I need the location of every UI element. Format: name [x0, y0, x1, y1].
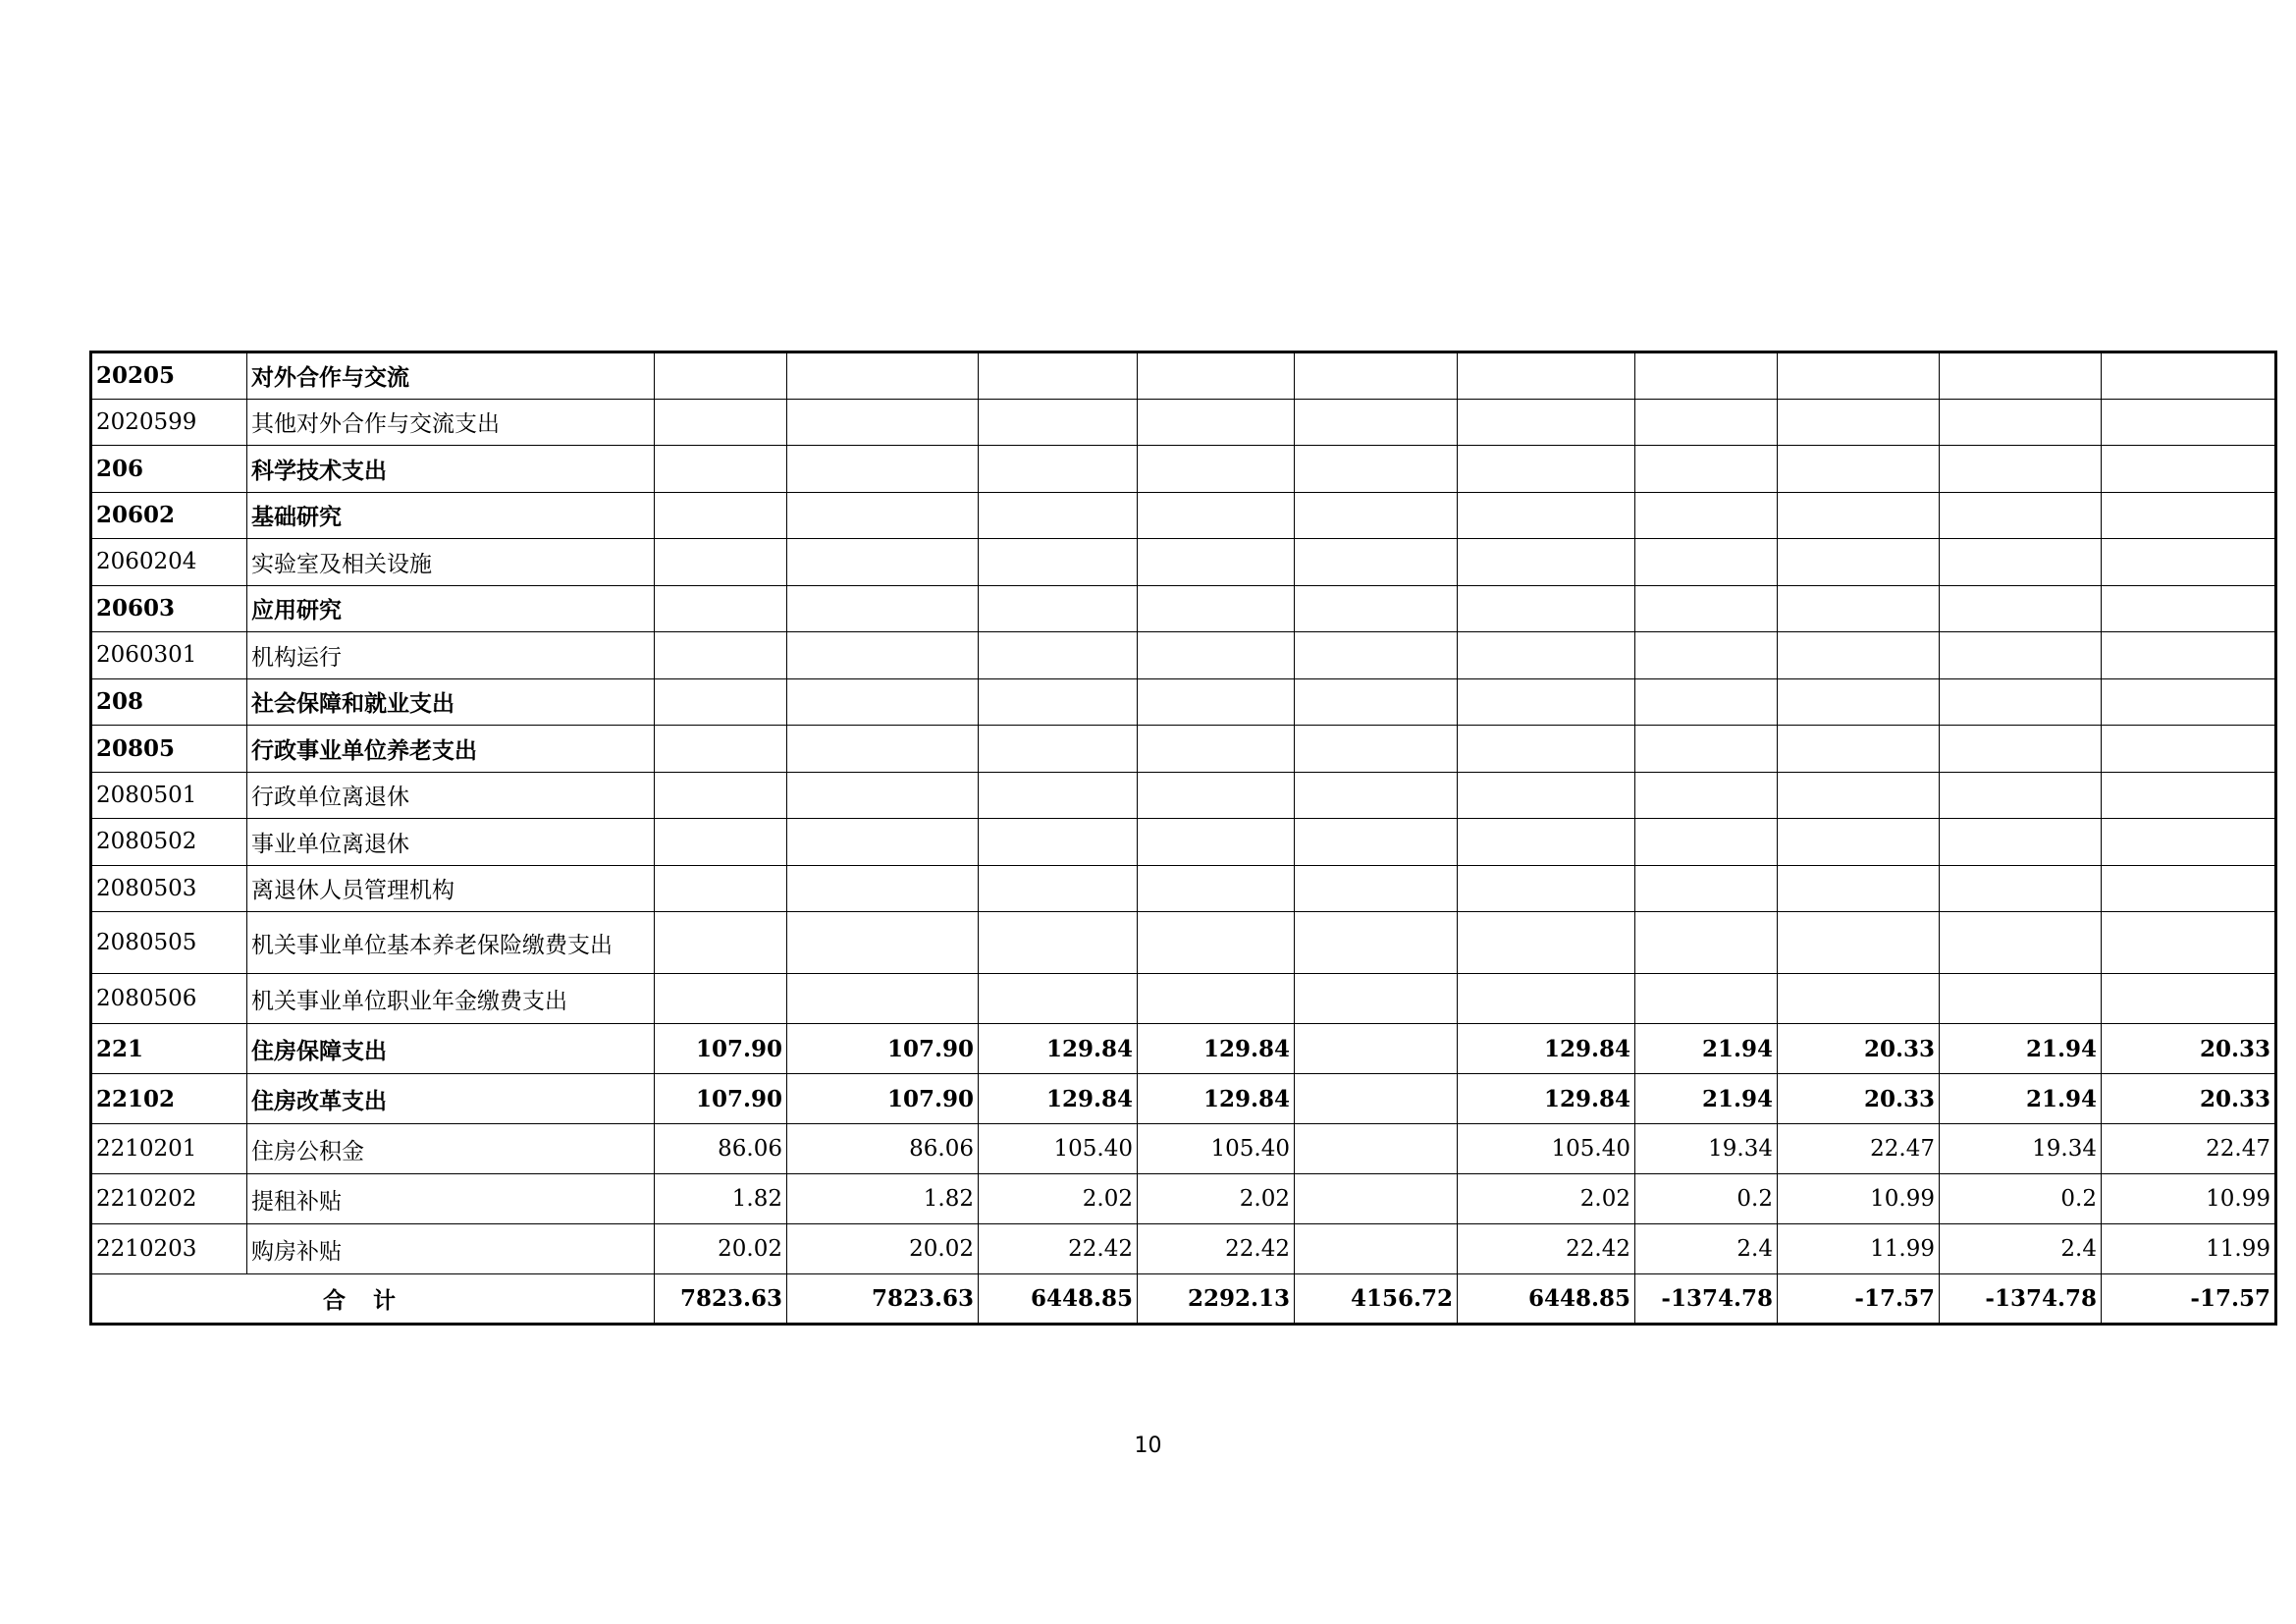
table-row — [91, 492, 2276, 539]
value-cell — [655, 912, 787, 974]
value-cell — [1295, 1224, 1458, 1274]
value-cell — [1635, 352, 1778, 400]
value-cell: 129.84 — [1138, 1074, 1295, 1124]
table-row — [91, 539, 2276, 586]
value-cell — [1635, 446, 1778, 493]
value-cell — [1138, 352, 1295, 400]
value-cell — [1138, 865, 1295, 912]
value-cell — [1778, 632, 1940, 679]
value-cell — [1940, 772, 2102, 819]
value-cell: 20.33 — [2102, 1024, 2276, 1074]
value-cell — [1295, 772, 1458, 819]
value-cell: 86.06 — [787, 1124, 979, 1174]
value-cell — [1940, 678, 2102, 726]
subject-code: 2080503 — [91, 865, 247, 912]
value-cell — [1295, 726, 1458, 773]
subject-code: 2080506 — [91, 974, 247, 1024]
value-cell — [1138, 585, 1295, 632]
value-cell: 20.33 — [1778, 1074, 1940, 1124]
subject-name: 科学技术支出 — [247, 446, 655, 493]
value-cell — [1940, 399, 2102, 446]
value-cell: 105.40 — [1458, 1124, 1635, 1174]
value-cell — [2102, 819, 2276, 866]
value-cell — [1940, 446, 2102, 493]
table-row — [91, 819, 2276, 866]
value-cell: 22.42 — [979, 1224, 1138, 1274]
value-cell — [2102, 352, 2276, 400]
subject-code: 2210201 — [91, 1124, 247, 1174]
value-cell — [1458, 539, 1635, 586]
total-value-cell: 6448.85 — [979, 1274, 1138, 1325]
subject-code: 208 — [91, 678, 247, 726]
value-cell: 107.90 — [655, 1024, 787, 1074]
value-cell — [979, 352, 1138, 400]
value-cell — [1458, 446, 1635, 493]
table-row — [91, 1124, 2276, 1174]
subject-code: 20602 — [91, 492, 247, 539]
value-cell — [979, 585, 1138, 632]
value-cell — [1295, 1174, 1458, 1224]
value-cell — [1138, 772, 1295, 819]
value-cell: 107.90 — [787, 1074, 979, 1124]
value-cell: 105.40 — [1138, 1124, 1295, 1174]
value-cell — [1138, 974, 1295, 1024]
value-cell — [2102, 492, 2276, 539]
subject-name: 离退休人员管理机构 — [247, 865, 655, 912]
subject-name: 住房保障支出 — [247, 1024, 655, 1074]
value-cell: 22.47 — [1778, 1124, 1940, 1174]
table-row — [91, 726, 2276, 773]
table-row — [91, 772, 2276, 819]
value-cell — [979, 726, 1138, 773]
value-cell — [1295, 678, 1458, 726]
value-cell — [1458, 399, 1635, 446]
value-cell — [787, 585, 979, 632]
table-row — [91, 1224, 2276, 1274]
table-row — [91, 446, 2276, 493]
value-cell — [787, 772, 979, 819]
value-cell — [979, 399, 1138, 446]
value-cell — [1940, 865, 2102, 912]
value-cell — [1635, 726, 1778, 773]
value-cell — [655, 819, 787, 866]
page-number: 10 — [1134, 1434, 1162, 1458]
value-cell — [1458, 772, 1635, 819]
value-cell — [2102, 585, 2276, 632]
value-cell: 20.02 — [655, 1224, 787, 1274]
value-cell — [1778, 819, 1940, 866]
value-cell — [655, 352, 787, 400]
subject-code: 20805 — [91, 726, 247, 773]
value-cell: 11.99 — [1778, 1224, 1940, 1274]
table-row — [91, 678, 2276, 726]
value-cell — [787, 399, 979, 446]
subject-code: 20603 — [91, 585, 247, 632]
value-cell — [787, 632, 979, 679]
value-cell: 107.90 — [655, 1074, 787, 1124]
value-cell — [1778, 912, 1940, 974]
subject-name: 实验室及相关设施 — [247, 539, 655, 586]
value-cell — [1138, 539, 1295, 586]
value-cell — [1940, 585, 2102, 632]
value-cell — [2102, 865, 2276, 912]
value-cell — [1940, 492, 2102, 539]
subject-code: 2210202 — [91, 1174, 247, 1224]
value-cell — [655, 772, 787, 819]
value-cell: 22.42 — [1458, 1224, 1635, 1274]
value-cell — [1458, 585, 1635, 632]
value-cell — [655, 492, 787, 539]
value-cell — [1940, 352, 2102, 400]
value-cell — [1295, 539, 1458, 586]
value-cell — [1778, 726, 1940, 773]
value-cell — [1635, 819, 1778, 866]
subject-name: 行政单位离退休 — [247, 772, 655, 819]
value-cell — [1635, 865, 1778, 912]
subject-name: 行政事业单位养老支出 — [247, 726, 655, 773]
value-cell — [1458, 492, 1635, 539]
value-cell: 21.94 — [1635, 1074, 1778, 1124]
subject-code: 2210203 — [91, 1224, 247, 1274]
value-cell — [1940, 819, 2102, 866]
value-cell — [1295, 819, 1458, 866]
value-cell — [1778, 539, 1940, 586]
value-cell — [979, 772, 1138, 819]
value-cell: 19.34 — [1635, 1124, 1778, 1174]
value-cell — [1635, 492, 1778, 539]
value-cell: 107.90 — [787, 1024, 979, 1074]
subject-code: 2080505 — [91, 912, 247, 974]
value-cell — [655, 585, 787, 632]
value-cell — [655, 678, 787, 726]
value-cell — [1138, 492, 1295, 539]
value-cell — [1458, 819, 1635, 866]
table-row — [91, 865, 2276, 912]
value-cell — [1940, 912, 2102, 974]
value-cell — [1635, 912, 1778, 974]
value-cell — [787, 446, 979, 493]
value-cell: 129.84 — [979, 1074, 1138, 1124]
value-cell — [655, 974, 787, 1024]
value-cell — [1295, 1074, 1458, 1124]
value-cell — [1635, 399, 1778, 446]
total-row — [91, 1274, 2276, 1325]
value-cell — [979, 865, 1138, 912]
value-cell — [979, 678, 1138, 726]
value-cell: 0.2 — [1635, 1174, 1778, 1224]
subject-name: 机关事业单位职业年金缴费支出 — [247, 974, 655, 1024]
value-cell: 21.94 — [1940, 1024, 2102, 1074]
value-cell — [2102, 399, 2276, 446]
value-cell: 129.84 — [1458, 1024, 1635, 1074]
value-cell: 1.82 — [787, 1174, 979, 1224]
value-cell — [655, 399, 787, 446]
value-cell: 20.33 — [1778, 1024, 1940, 1074]
table-row — [91, 352, 2276, 400]
total-value-cell: -17.57 — [1778, 1274, 1940, 1325]
value-cell — [787, 492, 979, 539]
table-row — [91, 399, 2276, 446]
value-cell — [1778, 492, 1940, 539]
value-cell — [1778, 585, 1940, 632]
subject-name: 机关事业单位基本养老保险缴费支出 — [247, 912, 655, 974]
value-cell — [787, 539, 979, 586]
total-value-cell: -1374.78 — [1635, 1274, 1778, 1325]
value-cell: 129.84 — [1458, 1074, 1635, 1124]
subject-name: 社会保障和就业支出 — [247, 678, 655, 726]
value-cell — [1458, 912, 1635, 974]
subject-name: 购房补贴 — [247, 1224, 655, 1274]
value-cell — [979, 974, 1138, 1024]
total-value-cell: -1374.78 — [1940, 1274, 2102, 1325]
value-cell — [2102, 539, 2276, 586]
value-cell — [1295, 1124, 1458, 1174]
value-cell — [1295, 446, 1458, 493]
value-cell — [1138, 819, 1295, 866]
value-cell — [1295, 399, 1458, 446]
value-cell — [2102, 678, 2276, 726]
value-cell — [1635, 772, 1778, 819]
value-cell — [979, 539, 1138, 586]
value-cell — [1778, 446, 1940, 493]
value-cell — [979, 446, 1138, 493]
value-cell — [655, 539, 787, 586]
value-cell — [2102, 632, 2276, 679]
subject-code: 2080502 — [91, 819, 247, 866]
subject-name: 提租补贴 — [247, 1174, 655, 1224]
subject-name: 应用研究 — [247, 585, 655, 632]
value-cell: 10.99 — [1778, 1174, 1940, 1224]
value-cell — [1295, 974, 1458, 1024]
value-cell — [1778, 678, 1940, 726]
value-cell — [1295, 1024, 1458, 1074]
value-cell: 129.84 — [1138, 1024, 1295, 1074]
value-cell — [1635, 974, 1778, 1024]
value-cell — [1778, 772, 1940, 819]
value-cell — [1635, 539, 1778, 586]
value-cell — [2102, 912, 2276, 974]
table-row — [91, 1024, 2276, 1074]
total-value-cell: 2292.13 — [1138, 1274, 1295, 1325]
value-cell: 2.02 — [1458, 1174, 1635, 1224]
value-cell — [1138, 446, 1295, 493]
value-cell: 2.02 — [979, 1174, 1138, 1224]
subject-name: 事业单位离退休 — [247, 819, 655, 866]
value-cell — [2102, 974, 2276, 1024]
value-cell: 20.33 — [2102, 1074, 2276, 1124]
value-cell — [1635, 632, 1778, 679]
total-value-cell: 4156.72 — [1295, 1274, 1458, 1325]
table-row — [91, 1174, 2276, 1224]
subject-code: 2080501 — [91, 772, 247, 819]
subject-code: 206 — [91, 446, 247, 493]
value-cell — [787, 912, 979, 974]
value-cell — [1458, 632, 1635, 679]
value-cell — [1295, 352, 1458, 400]
total-value-cell: 6448.85 — [1458, 1274, 1635, 1325]
value-cell — [787, 726, 979, 773]
value-cell — [1940, 632, 2102, 679]
subject-name: 基础研究 — [247, 492, 655, 539]
value-cell: 1.82 — [655, 1174, 787, 1224]
value-cell — [1940, 974, 2102, 1024]
value-cell — [979, 912, 1138, 974]
value-cell — [1138, 399, 1295, 446]
total-value-cell: -17.57 — [2102, 1274, 2276, 1325]
value-cell — [1458, 865, 1635, 912]
value-cell — [1635, 585, 1778, 632]
budget-expenditure-table — [89, 351, 2277, 1326]
subject-name: 住房改革支出 — [247, 1074, 655, 1124]
value-cell — [787, 352, 979, 400]
value-cell — [1138, 632, 1295, 679]
value-cell: 86.06 — [655, 1124, 787, 1174]
value-cell — [2102, 772, 2276, 819]
value-cell: 2.4 — [1940, 1224, 2102, 1274]
table-row — [91, 1074, 2276, 1124]
value-cell — [1635, 678, 1778, 726]
value-cell — [1458, 352, 1635, 400]
value-cell: 2.4 — [1635, 1224, 1778, 1274]
value-cell: 11.99 — [2102, 1224, 2276, 1274]
value-cell — [787, 678, 979, 726]
subject-code: 20205 — [91, 352, 247, 400]
value-cell — [1458, 678, 1635, 726]
value-cell: 21.94 — [1940, 1074, 2102, 1124]
value-cell — [1778, 399, 1940, 446]
subject-name: 其他对外合作与交流支出 — [247, 399, 655, 446]
total-value-cell: 7823.63 — [655, 1274, 787, 1325]
value-cell — [1458, 974, 1635, 1024]
value-cell: 20.02 — [787, 1224, 979, 1274]
value-cell: 0.2 — [1940, 1174, 2102, 1224]
value-cell: 22.47 — [2102, 1124, 2276, 1174]
value-cell — [1138, 678, 1295, 726]
value-cell — [2102, 726, 2276, 773]
value-cell — [787, 865, 979, 912]
total-value-cell: 7823.63 — [787, 1274, 979, 1325]
subject-code: 22102 — [91, 1074, 247, 1124]
table-row — [91, 912, 2276, 974]
value-cell: 129.84 — [979, 1024, 1138, 1074]
value-cell — [655, 632, 787, 679]
subject-name: 住房公积金 — [247, 1124, 655, 1174]
value-cell — [979, 632, 1138, 679]
subject-code: 2060301 — [91, 632, 247, 679]
subject-code: 2020599 — [91, 399, 247, 446]
subject-code: 221 — [91, 1024, 247, 1074]
value-cell — [1778, 865, 1940, 912]
value-cell: 10.99 — [2102, 1174, 2276, 1224]
value-cell — [1295, 492, 1458, 539]
value-cell — [655, 726, 787, 773]
value-cell — [979, 492, 1138, 539]
value-cell: 19.34 — [1940, 1124, 2102, 1174]
value-cell — [1940, 726, 2102, 773]
value-cell — [1778, 974, 1940, 1024]
table-row — [91, 585, 2276, 632]
value-cell — [655, 446, 787, 493]
value-cell: 21.94 — [1635, 1024, 1778, 1074]
value-cell: 22.42 — [1138, 1224, 1295, 1274]
total-label: 合计 — [91, 1274, 655, 1325]
subject-name: 机构运行 — [247, 632, 655, 679]
value-cell — [2102, 446, 2276, 493]
value-cell — [787, 974, 979, 1024]
value-cell: 105.40 — [979, 1124, 1138, 1174]
value-cell — [1295, 585, 1458, 632]
value-cell — [1295, 912, 1458, 974]
value-cell — [655, 865, 787, 912]
value-cell — [979, 819, 1138, 866]
value-cell — [1138, 726, 1295, 773]
value-cell — [1778, 352, 1940, 400]
value-cell — [1458, 726, 1635, 773]
table-row — [91, 632, 2276, 679]
value-cell — [1295, 865, 1458, 912]
value-cell — [1138, 912, 1295, 974]
value-cell: 2.02 — [1138, 1174, 1295, 1224]
subject-code: 2060204 — [91, 539, 247, 586]
value-cell — [1295, 632, 1458, 679]
subject-name: 对外合作与交流 — [247, 352, 655, 400]
table-row — [91, 974, 2276, 1024]
value-cell — [787, 819, 979, 866]
value-cell — [1940, 539, 2102, 586]
